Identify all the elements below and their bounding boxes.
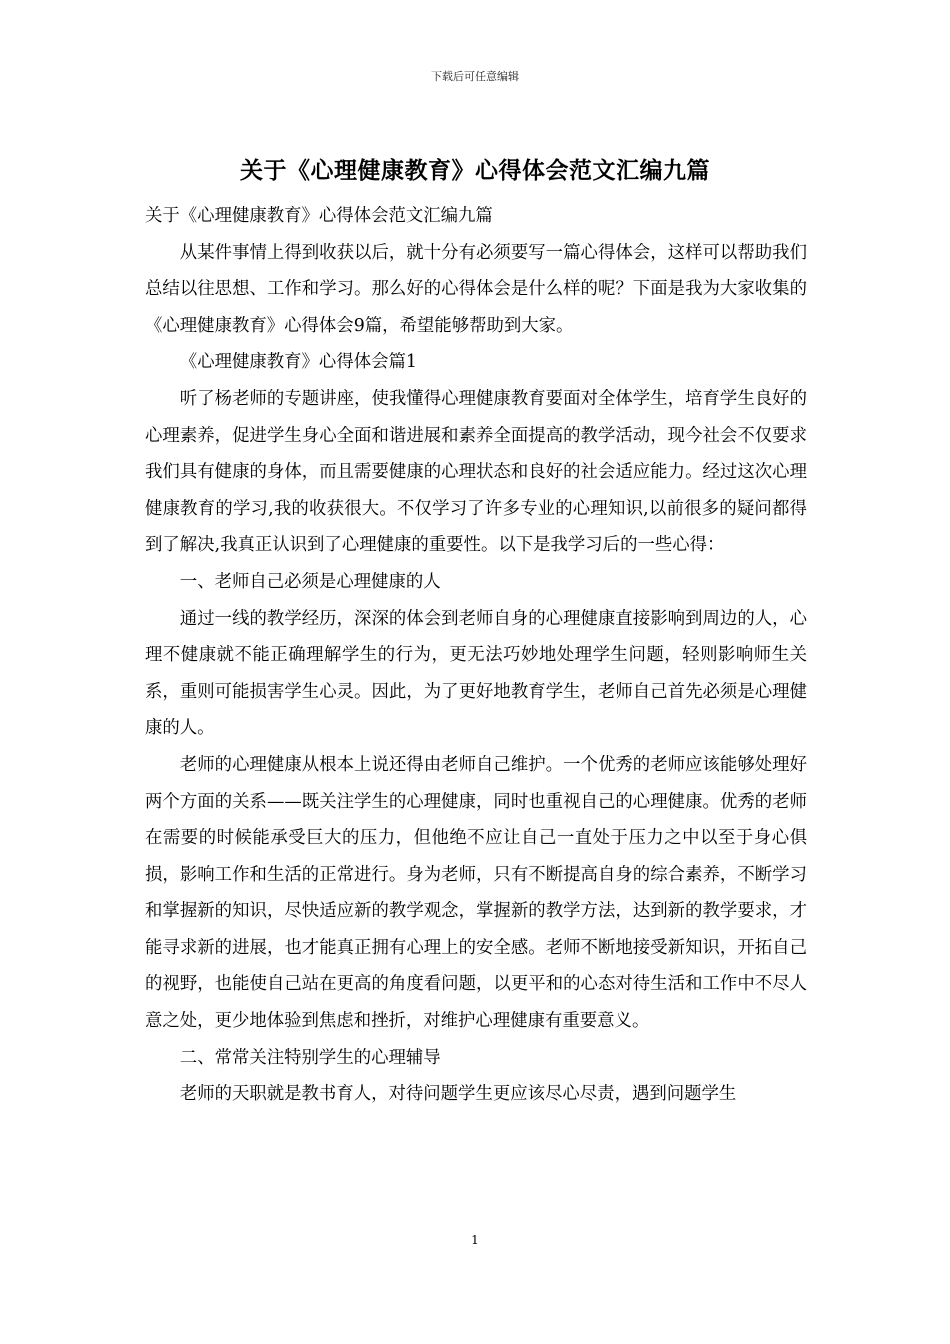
- intro-paragraph: 从某件事情上得到收获以后，就十分有必须要写一篇心得体会，这样可以帮助我们总结以往思想、工作和学习。那么好的心得体会是什么样的呢？下面是我为大家收集的《心理健康教育》心得体会9篇，希望能够帮助到大家。: [145, 242, 807, 336]
- page-number: 1: [471, 1233, 479, 1247]
- section-heading-point-2: 二、常常关注特别学生的心理辅导: [179, 1047, 441, 1068]
- body-paragraph: 老师的心理健康从根本上说还得由老师自己维护。一个优秀的老师应该能够处理好两个方面的关系——既关注学生的心理健康，同时也重视自己的心理健康。优秀的老师在需要的时候能承受巨大的压力，但他绝不应让自己一直处于压力之中以至于身心俱损，影响工作和生活的正常进行。身为老师，只有不断提高自身的综合素养，不断学习和掌握新的知识，尽快适应新的教学观念，掌握新的教学方法，达到新的教学要求，才能寻求新的进展，也才能真正拥有心理上的安全感。老师不断地接受新知识，开拓自己的视野，也能使自己站在更高的角度看问题，以更平和的心态对待生活和工作中不尽人意之处，更少地体验到焦虑和挫折，对维护心理健康有重要意义。: [145, 754, 807, 1032]
- subtitle-paragraph: 关于《心理健康教育》心得体会范文汇编九篇: [145, 206, 493, 226]
- body-paragraph: 老师的天职就是教书育人，对待问题学生更应该尽心尽责，遇到问题学生: [179, 1084, 737, 1105]
- body-paragraph: 听了杨老师的专题讲座，使我懂得心理健康教育要面对全体学生，培育学生良好的心理素养，促进学生身心全面和谐进展和素养全面提高的教学活动，现今社会不仅要求我们具有健康的身体，而且需要健康的心理状态和良好的社会适应能力。经过这次心理健康教育的学习,我的收获很大。不仅学习了许多专业的心理知识,以前很多的疑问都得到了解决,我真正认识到了心理健康的重要性。以下是我学习后的一些心得：: [145, 388, 807, 556]
- section-heading-point-1: 一、老师自己必须是心理健康的人: [179, 571, 441, 592]
- header-note: 下载后可任意编辑: [431, 70, 519, 83]
- section-heading-essay-1: 《心理健康教育》心得体会篇1: [179, 352, 417, 373]
- body-paragraph: 通过一线的教学经历，深深的体会到老师自身的心理健康直接影响到周边的人，心理不健康就不能正确理解学生的行为，更无法巧妙地处理学生问题，轻则影响师生关系，重则可能损害学生心灵。因此，为了更好地教育学生，老师自己首先必须是心理健康的人。: [145, 608, 807, 739]
- document-body: [145, 198, 807, 1113]
- document-title: 关于《心理健康教育》心得体会范文汇编九篇: [240, 157, 710, 184]
